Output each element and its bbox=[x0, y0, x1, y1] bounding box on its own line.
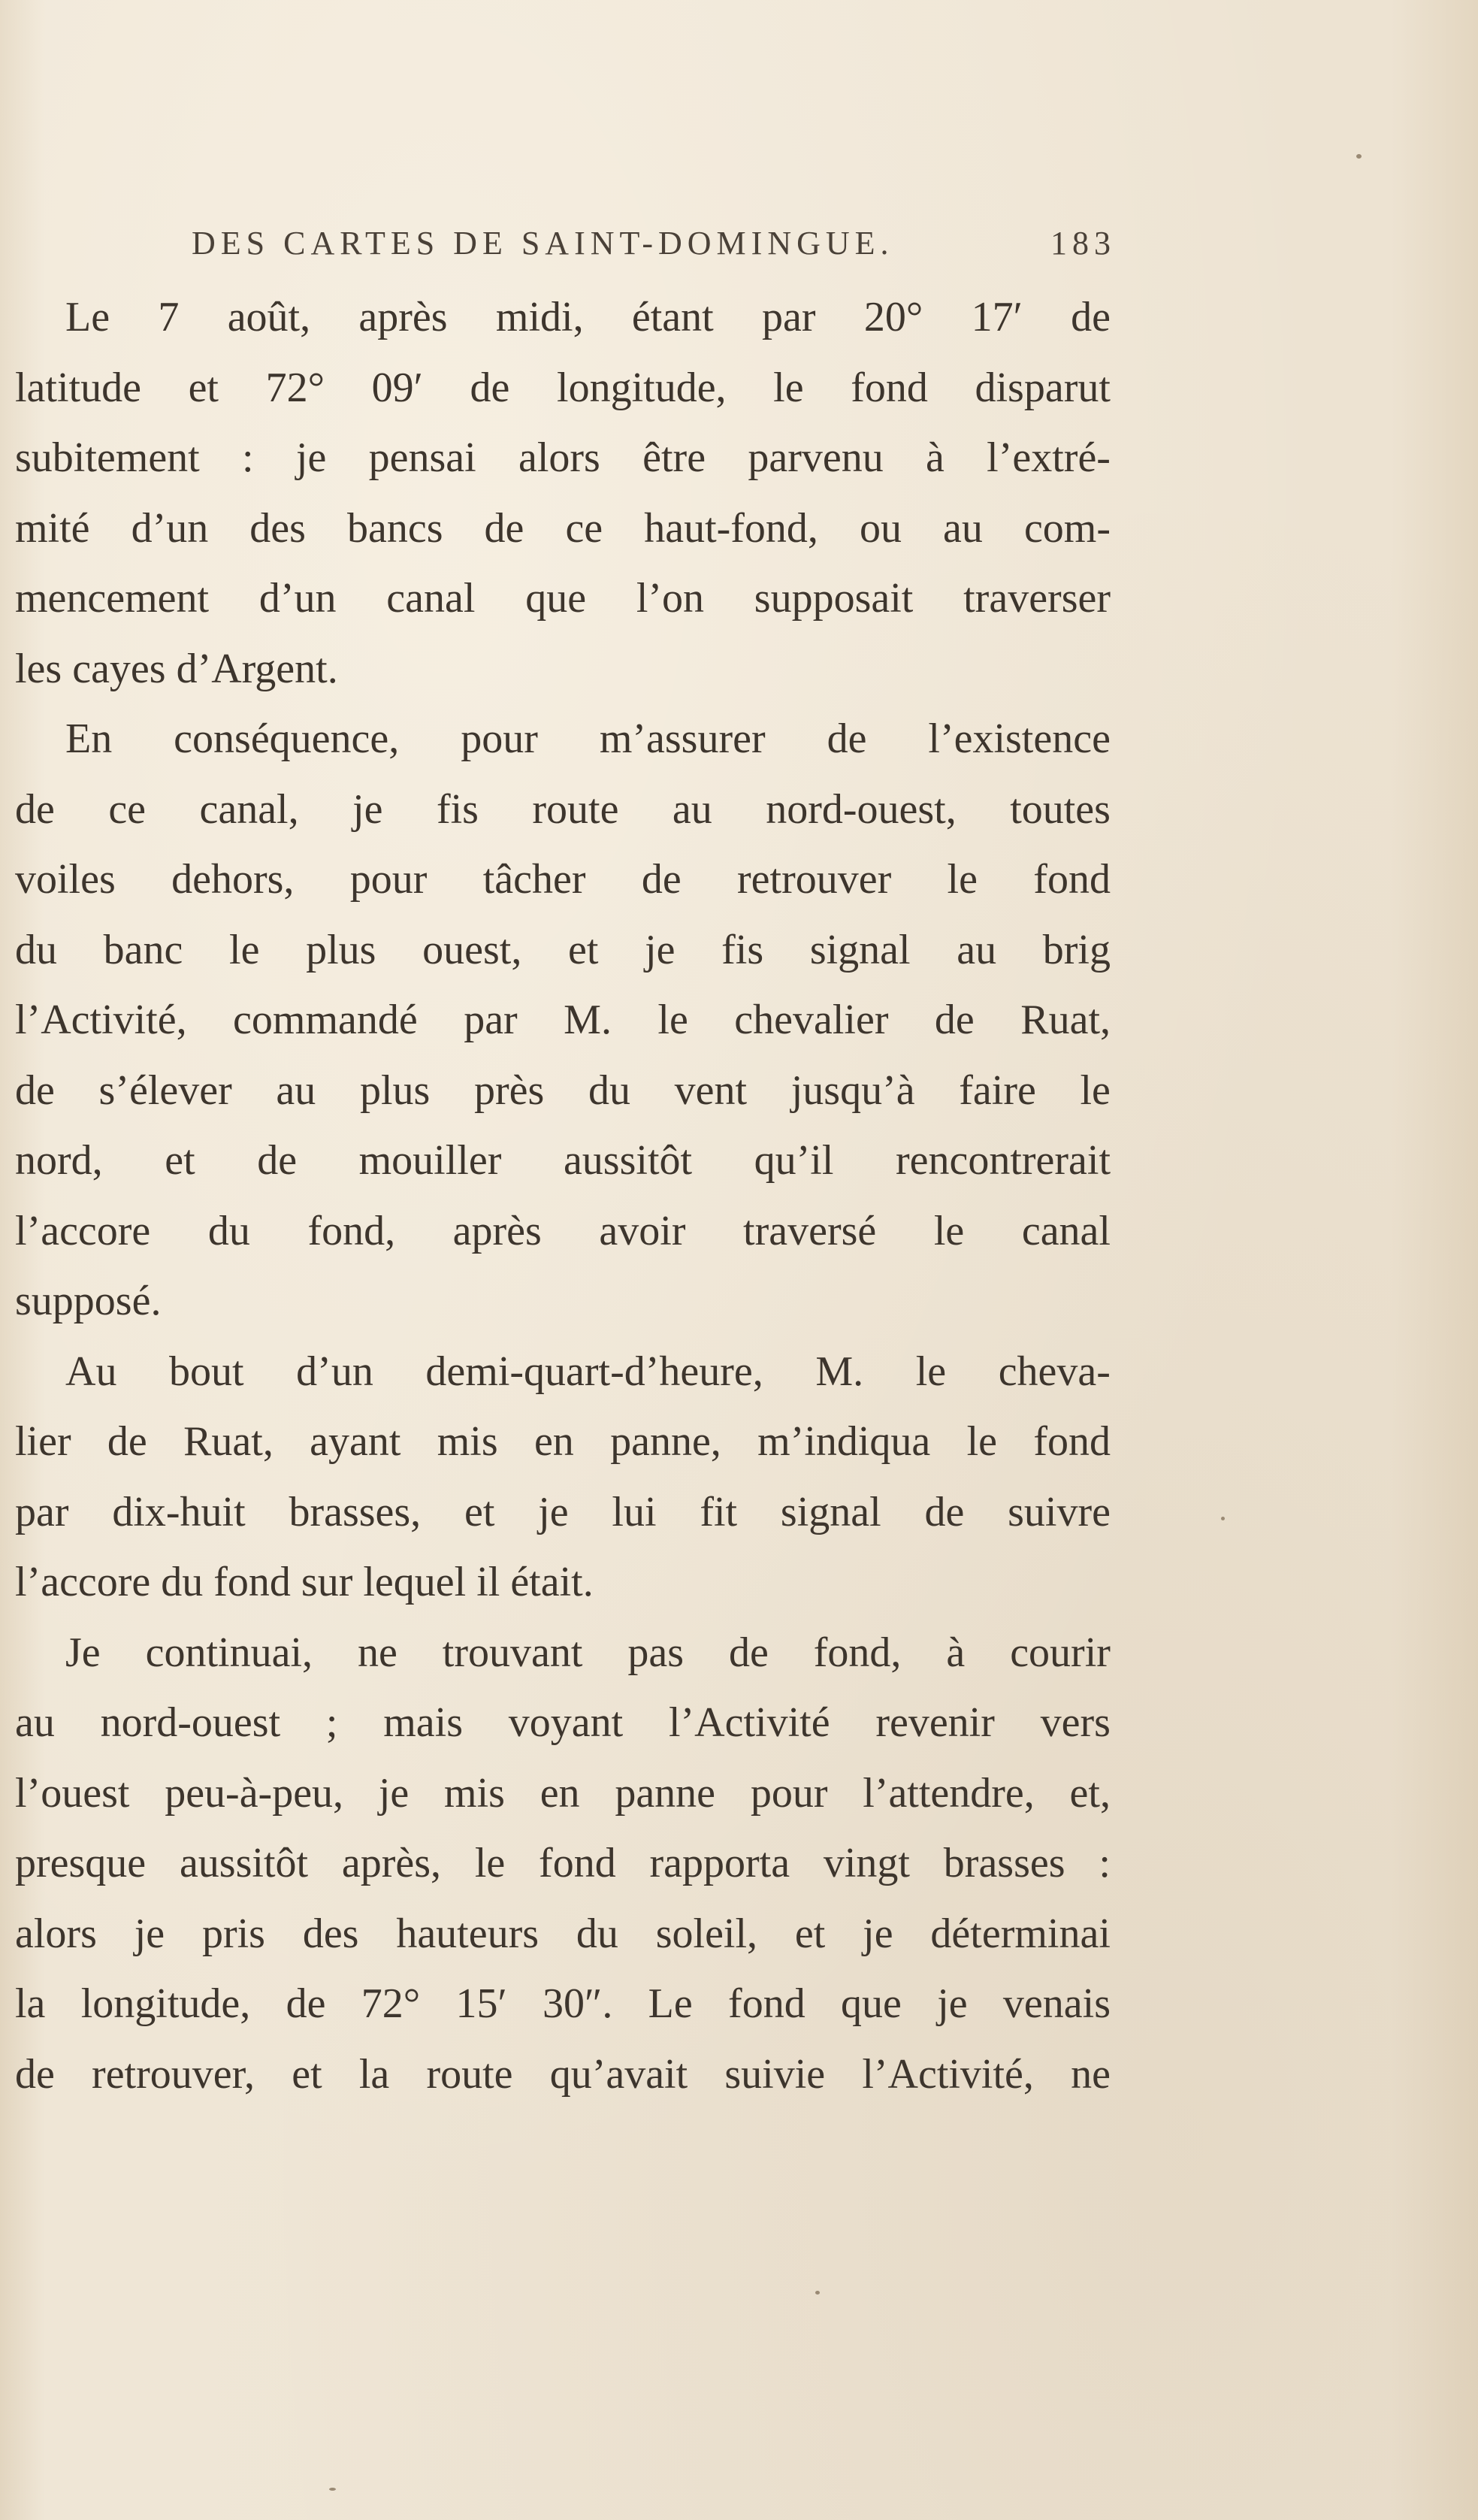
word: : bbox=[1099, 1840, 1111, 1886]
text-line: supposé. bbox=[15, 1278, 162, 1324]
text-line bbox=[15, 2040, 1111, 2110]
word: canal bbox=[386, 575, 486, 622]
word: près bbox=[473, 1066, 555, 1114]
word: je bbox=[134, 1910, 176, 1957]
word: pour bbox=[349, 856, 438, 903]
word: M. bbox=[815, 1348, 875, 1395]
word: 09′ bbox=[371, 364, 434, 411]
word: rencontrerait bbox=[895, 1137, 1111, 1184]
word: l’on bbox=[636, 575, 715, 622]
word: de bbox=[484, 504, 535, 552]
body-text bbox=[15, 283, 1111, 2110]
word: dix-huit bbox=[112, 1488, 256, 1535]
word: com- bbox=[1023, 504, 1111, 552]
word: qu’il bbox=[754, 1137, 845, 1184]
word: en bbox=[540, 1769, 591, 1817]
word: je bbox=[352, 785, 394, 833]
word: aussitôt bbox=[179, 1840, 319, 1886]
word: et bbox=[464, 1488, 506, 1535]
word: je bbox=[295, 434, 337, 481]
word: la bbox=[15, 1980, 56, 2027]
word: canal, bbox=[199, 785, 310, 833]
word: mis bbox=[437, 1418, 509, 1465]
word: d’un bbox=[131, 504, 219, 552]
word: courir bbox=[1010, 1629, 1111, 1676]
word: route bbox=[532, 785, 630, 833]
page-number: 183 bbox=[1050, 225, 1116, 262]
text-line bbox=[15, 915, 1111, 986]
word: revenir bbox=[875, 1699, 1005, 1746]
word: fis bbox=[436, 785, 489, 833]
word: août, bbox=[227, 294, 322, 340]
word: Au bbox=[65, 1348, 128, 1395]
word: brasses bbox=[943, 1840, 1076, 1886]
word: de bbox=[827, 715, 878, 762]
word: alors bbox=[15, 1910, 107, 1957]
word: fond bbox=[539, 1840, 627, 1886]
word: peu-à-peu, bbox=[165, 1769, 355, 1817]
word: 15′ bbox=[455, 1980, 518, 2027]
word: étant bbox=[631, 294, 724, 340]
word: de bbox=[641, 856, 692, 903]
word: de bbox=[15, 785, 65, 833]
word: ou bbox=[859, 504, 912, 552]
word: le bbox=[947, 856, 988, 903]
word: d’un bbox=[296, 1348, 384, 1395]
text-line bbox=[15, 1688, 1111, 1759]
word: voiles bbox=[15, 856, 126, 903]
word: de bbox=[470, 364, 521, 411]
word: parvenu bbox=[748, 434, 894, 481]
word: l’attendre, bbox=[863, 1769, 1045, 1817]
word: l’ouest bbox=[15, 1769, 141, 1817]
text-line bbox=[15, 1196, 1111, 1267]
word: faire bbox=[959, 1066, 1047, 1114]
word: au bbox=[276, 1066, 327, 1114]
text-line bbox=[15, 1126, 1111, 1196]
paper-speck bbox=[1356, 154, 1362, 159]
word: de bbox=[257, 1137, 308, 1184]
word: avoir bbox=[599, 1207, 697, 1254]
word: ne bbox=[357, 1629, 408, 1676]
word: le bbox=[657, 997, 699, 1043]
word: commandé bbox=[233, 997, 428, 1043]
word: s’élever bbox=[98, 1066, 243, 1114]
word: mouiller bbox=[358, 1137, 512, 1184]
word: ouest, bbox=[422, 926, 533, 973]
word: : bbox=[242, 434, 264, 481]
word: ayant bbox=[310, 1418, 412, 1465]
word: hauteurs bbox=[396, 1910, 550, 1957]
word: Le bbox=[65, 294, 121, 340]
word: du bbox=[588, 1066, 641, 1114]
word: toutes bbox=[1010, 785, 1111, 833]
word: des bbox=[302, 1910, 370, 1957]
word: plus bbox=[306, 926, 387, 973]
word: suivie bbox=[724, 2050, 836, 2098]
word: 7 bbox=[158, 294, 190, 340]
word: le bbox=[966, 1418, 1008, 1465]
text-line bbox=[15, 704, 1111, 775]
word: M. bbox=[564, 997, 622, 1043]
word: cheva- bbox=[998, 1348, 1111, 1395]
text-line bbox=[15, 1478, 1111, 1548]
word: conséquence, bbox=[174, 715, 410, 762]
text-line bbox=[15, 775, 1111, 846]
word: à bbox=[926, 434, 955, 481]
word: des bbox=[249, 504, 316, 552]
word: et bbox=[292, 2050, 333, 2098]
word: fis bbox=[721, 926, 775, 973]
text-line bbox=[15, 1337, 1111, 1408]
word: mité bbox=[15, 504, 101, 552]
word: route bbox=[426, 2050, 524, 2098]
word: disparut bbox=[975, 364, 1111, 411]
word: vers bbox=[1040, 1699, 1111, 1746]
word: dehors, bbox=[171, 856, 305, 903]
word: bout bbox=[169, 1348, 255, 1395]
word: pour bbox=[750, 1769, 839, 1817]
word: brig bbox=[1042, 926, 1111, 973]
word: et bbox=[165, 1137, 206, 1184]
word: Ruat, bbox=[1020, 997, 1111, 1043]
text-line: les cayes d’Argent. bbox=[15, 645, 338, 692]
word: le bbox=[1080, 1066, 1111, 1114]
word: retrouver, bbox=[92, 2050, 266, 2098]
word: m’assurer bbox=[599, 715, 776, 762]
word: En bbox=[65, 715, 123, 762]
word: déterminai bbox=[930, 1910, 1111, 1957]
text-line bbox=[15, 1056, 1111, 1127]
word: trouvant bbox=[442, 1629, 594, 1676]
word: du bbox=[576, 1910, 629, 1957]
word: je bbox=[378, 1769, 420, 1817]
word: Ruat, bbox=[183, 1418, 284, 1465]
word: longitude, bbox=[557, 364, 737, 411]
word: Le bbox=[648, 1980, 703, 2027]
word: fond, bbox=[307, 1207, 407, 1254]
word: rapporta bbox=[649, 1840, 801, 1886]
word: en bbox=[533, 1418, 585, 1465]
word: jusqu’à bbox=[790, 1066, 926, 1114]
word: après bbox=[358, 294, 458, 340]
word: tâcher bbox=[482, 856, 597, 903]
word: subitement bbox=[15, 434, 210, 481]
word: du bbox=[207, 1207, 261, 1254]
word: mais bbox=[383, 1699, 473, 1746]
word: l’Activité bbox=[668, 1699, 841, 1746]
word: demi-quart-d’heure, bbox=[425, 1348, 774, 1395]
word: panne, bbox=[610, 1418, 732, 1465]
word: soleil, bbox=[655, 1910, 769, 1957]
word: fond bbox=[728, 1980, 816, 2027]
text-line bbox=[15, 353, 1111, 424]
text-line bbox=[15, 1759, 1111, 1829]
text-line bbox=[15, 1899, 1111, 1970]
word: de bbox=[934, 997, 985, 1043]
word: ; bbox=[325, 1699, 349, 1746]
word: l’accore bbox=[15, 1207, 162, 1254]
word: après bbox=[452, 1207, 552, 1254]
word: continuai, bbox=[145, 1629, 323, 1676]
word: l’Activité, bbox=[15, 997, 198, 1043]
word: 30″. bbox=[543, 1980, 624, 2027]
word: nord, bbox=[15, 1137, 113, 1184]
word: de bbox=[924, 1488, 975, 1535]
word: au bbox=[15, 1699, 65, 1746]
word: brasses, bbox=[289, 1488, 432, 1535]
word: le bbox=[933, 1207, 975, 1254]
word: le bbox=[773, 364, 815, 411]
word: chevalier bbox=[734, 997, 899, 1043]
word: de bbox=[286, 1980, 337, 2027]
word: signal bbox=[780, 1488, 892, 1535]
text-line bbox=[15, 1407, 1111, 1478]
word: à bbox=[946, 1629, 976, 1676]
paper-speck bbox=[815, 2291, 820, 2295]
text-line bbox=[15, 1829, 1111, 1899]
word: nord-ouest bbox=[100, 1699, 292, 1746]
word: après, bbox=[341, 1840, 452, 1886]
word: ne bbox=[1071, 2050, 1111, 2098]
paper-speck bbox=[1221, 1517, 1225, 1520]
word: du bbox=[15, 926, 68, 973]
word: retrouver bbox=[737, 856, 902, 903]
word: de bbox=[15, 2050, 65, 2098]
word: panne bbox=[615, 1769, 727, 1817]
text-line bbox=[15, 283, 1111, 353]
word: midi, bbox=[495, 294, 594, 340]
word: le bbox=[915, 1348, 957, 1395]
word: vingt bbox=[823, 1840, 920, 1886]
word: pour bbox=[461, 715, 549, 762]
word: l’Activité, bbox=[862, 2050, 1044, 2098]
word: mencement bbox=[15, 575, 220, 622]
word: longitude, bbox=[80, 1980, 261, 2027]
word: banc bbox=[103, 926, 194, 973]
word: venais bbox=[1002, 1980, 1111, 2027]
word: pas bbox=[627, 1629, 694, 1676]
word: Je bbox=[65, 1629, 111, 1676]
word: fond bbox=[1033, 1418, 1111, 1465]
word: m’indiqua bbox=[757, 1418, 942, 1465]
word: être bbox=[642, 434, 717, 481]
word: vent bbox=[674, 1066, 758, 1114]
text-line: l’accore du fond sur lequel il était. bbox=[15, 1559, 594, 1605]
word: au bbox=[672, 785, 723, 833]
word: fond bbox=[1033, 856, 1111, 903]
word: signal bbox=[809, 926, 921, 973]
word: traverser bbox=[963, 575, 1111, 622]
word: presque bbox=[15, 1840, 157, 1886]
text-line bbox=[15, 423, 1111, 494]
word: je bbox=[863, 1910, 904, 1957]
word: de bbox=[1071, 294, 1111, 340]
word: et bbox=[794, 1910, 836, 1957]
word: par bbox=[15, 1488, 80, 1535]
word: l’extré- bbox=[987, 434, 1111, 481]
word: 72° bbox=[361, 1980, 431, 2027]
word: pris bbox=[201, 1910, 276, 1957]
word: 20° bbox=[863, 294, 934, 340]
word: que bbox=[525, 575, 597, 622]
word: 72° bbox=[265, 364, 336, 411]
word: de bbox=[107, 1418, 158, 1465]
word: fond, bbox=[813, 1629, 912, 1676]
word: lui bbox=[612, 1488, 667, 1535]
word: ce bbox=[565, 504, 614, 552]
word: d’un bbox=[258, 575, 347, 622]
word: que bbox=[841, 1980, 912, 2027]
word: haut-fond, bbox=[644, 504, 829, 552]
word: fond bbox=[851, 364, 938, 411]
word: l’existence bbox=[928, 715, 1111, 762]
word: qu’avait bbox=[549, 2050, 699, 2098]
paper-speck bbox=[329, 2488, 336, 2491]
word: par bbox=[464, 997, 528, 1043]
word: canal bbox=[1021, 1207, 1111, 1254]
running-title: DES CARTES DE SAINT-DOMINGUE. bbox=[192, 225, 894, 262]
word: alors bbox=[518, 434, 611, 481]
word: 17′ bbox=[971, 294, 1033, 340]
word: bancs bbox=[346, 504, 454, 552]
word: latitude bbox=[15, 364, 152, 411]
word: de bbox=[728, 1629, 779, 1676]
word: mis bbox=[444, 1769, 515, 1817]
word: ce bbox=[108, 785, 157, 833]
word: fit bbox=[700, 1488, 748, 1535]
word: le bbox=[474, 1840, 516, 1886]
word: nord-ouest, bbox=[766, 785, 967, 833]
word: pensai bbox=[368, 434, 487, 481]
running-header bbox=[192, 224, 1116, 262]
word: et, bbox=[1069, 1769, 1111, 1817]
word: la bbox=[358, 2050, 400, 2098]
word: suivre bbox=[1008, 1488, 1111, 1535]
text-line bbox=[15, 985, 1111, 1056]
word: de bbox=[15, 1066, 65, 1114]
word: voyant bbox=[508, 1699, 634, 1746]
word: au bbox=[957, 926, 1008, 973]
word: par bbox=[762, 294, 827, 340]
text-line bbox=[15, 564, 1111, 634]
word: plus bbox=[359, 1066, 441, 1114]
text-line bbox=[15, 1618, 1111, 1689]
word: et bbox=[188, 364, 229, 411]
text-line bbox=[15, 494, 1111, 564]
word: supposait bbox=[754, 575, 924, 622]
word: je bbox=[538, 1488, 579, 1535]
word: traversé bbox=[743, 1207, 887, 1254]
text-line bbox=[15, 1969, 1111, 2040]
word: lier bbox=[15, 1418, 82, 1465]
word: au bbox=[943, 504, 993, 552]
word: le bbox=[229, 926, 271, 973]
word: je bbox=[645, 926, 686, 973]
word: je bbox=[937, 1980, 978, 2027]
word: et bbox=[568, 926, 609, 973]
text-line bbox=[15, 845, 1111, 915]
word: aussitôt bbox=[563, 1137, 703, 1184]
